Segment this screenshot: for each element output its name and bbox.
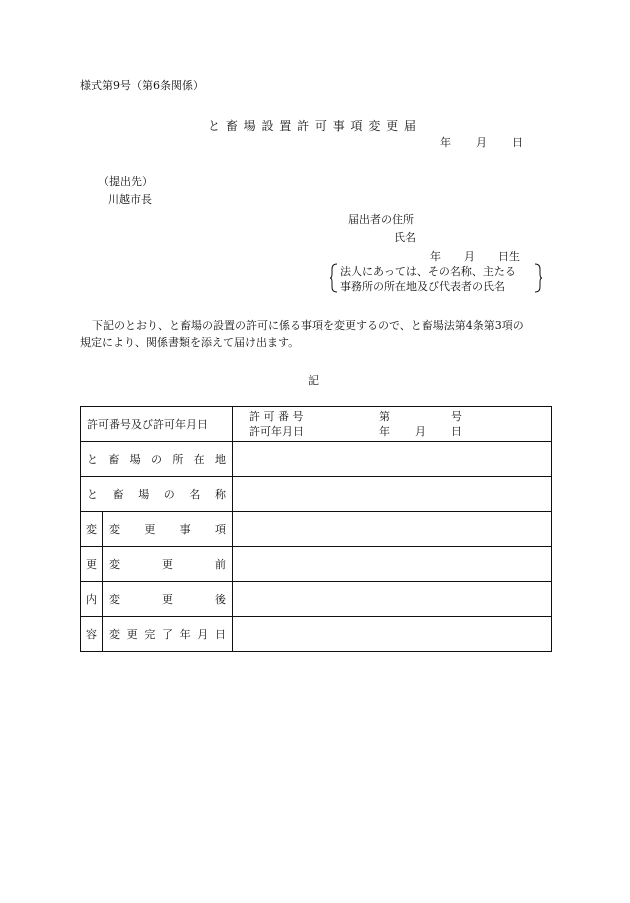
form-number: 様式第9号（第6条関係） — [80, 79, 204, 92]
change-content-char-3: 内 — [81, 582, 103, 617]
recipient-name: 川越市長 — [108, 193, 152, 206]
birth-day: 日生 — [498, 250, 520, 263]
permit-label-cell — [81, 407, 233, 442]
after-change-label: 変 更 後 — [109, 593, 226, 606]
facility-name-value-cell[interactable] — [233, 477, 552, 512]
corporation-note-line-1: 法人にあっては、その名称、主たる — [340, 265, 516, 278]
applicant-address-label: 届出者の住所 — [348, 213, 414, 226]
location-label: と 畜 場 の 所 在 地 — [87, 453, 226, 466]
permit-date-month: 月 — [415, 425, 426, 438]
date-month: 月 — [476, 136, 487, 149]
change-item-row — [81, 512, 552, 547]
location-value-cell[interactable] — [233, 442, 552, 477]
corporation-note-line-2: 事務所の所在地及び代表者の氏名 — [340, 280, 505, 293]
facility-name-row — [81, 477, 552, 512]
before-change-label: 変 更 前 — [109, 558, 226, 571]
recipient-label: （提出先） — [98, 175, 153, 188]
permit-date-label: 許可年月日 — [249, 425, 304, 438]
before-change-value-cell[interactable] — [233, 547, 552, 582]
change-details-table — [80, 406, 552, 652]
document-title: と 畜 場 設 置 許 可 事 項 変 更 届 — [208, 119, 417, 133]
after-change-row — [81, 582, 552, 617]
corporation-note — [330, 263, 542, 293]
permit-date-day: 日 — [451, 425, 462, 438]
completion-date-label-cell — [103, 617, 233, 652]
completion-date-value-cell[interactable] — [233, 617, 552, 652]
body-text-line-1: 下記のとおり、と畜場の設置の許可に係る事項を変更するので、と畜場法第4条第3項の — [92, 319, 524, 332]
facility-name-label-cell — [81, 477, 233, 512]
birth-month: 月 — [464, 250, 475, 263]
permit-number-label: 許 可 番 号 — [249, 410, 304, 423]
completion-date-label: 変 更 完 了 年 月 日 — [109, 628, 226, 641]
before-change-label-cell — [103, 547, 233, 582]
permit-number-suffix: 号 — [451, 410, 462, 423]
permit-label: 許可番号及び許可年月日 — [87, 418, 208, 431]
location-row — [81, 442, 552, 477]
birth-year: 年 — [430, 250, 441, 263]
change-content-char-1: 変 — [81, 512, 103, 547]
permit-value-cell[interactable] — [233, 407, 552, 442]
completion-date-row — [81, 617, 552, 652]
facility-name-label: と 畜 場 の 名 称 — [87, 488, 226, 501]
before-change-row — [81, 547, 552, 582]
date-day: 日 — [512, 136, 523, 149]
after-change-value-cell[interactable] — [233, 582, 552, 617]
change-item-label: 変 更 事 項 — [109, 523, 226, 536]
change-content-char-2: 更 — [81, 547, 103, 582]
change-content-char-4: 容 — [81, 617, 103, 652]
change-item-value-cell[interactable] — [233, 512, 552, 547]
location-label-cell — [81, 442, 233, 477]
permit-number-prefix: 第 — [379, 410, 390, 423]
permit-row — [81, 407, 552, 442]
date-year: 年 — [440, 136, 451, 149]
change-item-label-cell — [103, 512, 233, 547]
body-text-line-2: 規定により、関係書類を添えて届け出ます。 — [80, 336, 300, 349]
ki-heading: 記 — [308, 374, 319, 387]
after-change-label-cell — [103, 582, 233, 617]
permit-date-year: 年 — [379, 425, 390, 438]
applicant-name-label: 氏名 — [394, 231, 416, 244]
